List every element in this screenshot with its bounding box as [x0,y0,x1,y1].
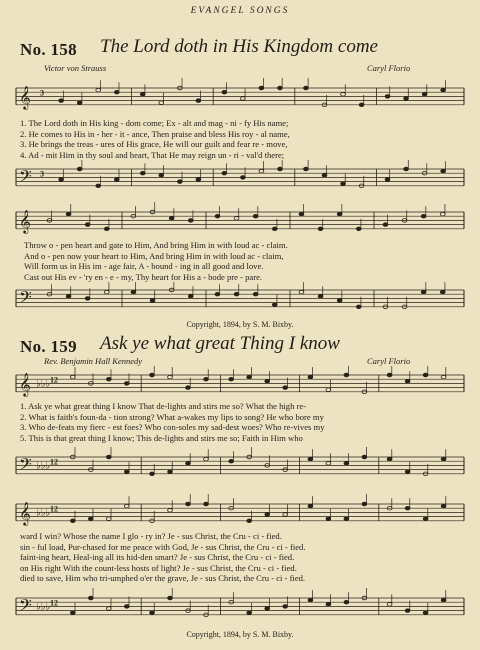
svg-text:♭♭♭: ♭♭♭ [36,507,51,519]
hymn-number: No. 159 [20,337,77,356]
verse-block [24,240,472,282]
music-credit: Caryl Florio [367,63,411,73]
verse-line: 2. He comes to His in - her - it - ance, Then praise and bless His roy - al name, [20,128,290,139]
hymn-title: The Lord doth in His Kingdom come [100,36,378,57]
running-header: EVANGEL SONGS [190,6,290,16]
words-credit: Victor von Strauss [44,63,107,73]
music-system-bass [14,586,466,626]
music-system-bass [14,282,466,314]
verse-line: Throw o - pen heart and gate to Him, And bring Him in with loud ac - claim. [24,240,288,250]
svg-text:12: 12 [50,375,58,385]
svg-text:𝄢: 𝄢 [19,453,32,478]
verse-line: died to save, Him who tri-umphed o'er the grave, Je - sus Christ, the Cru - ci - fied. [20,573,306,584]
verse-line: 3. Who de-feats my fierc - est foes? Who con-soles my sad-dest woes? Who re-vives my [20,422,325,433]
music-system-bass [14,160,466,194]
verse-line: 1. The Lord doth in His king - dom come; Ex - alt and mag - ni - fy His name; [20,118,289,128]
svg-text:𝄢: 𝄢 [19,594,32,619]
music-credit: Caryl Florio [367,356,411,366]
music-system-bass [14,446,466,484]
svg-text:𝄞: 𝄞 [19,208,31,233]
words-credit: Rev. Benjamin Hall Kennedy [44,356,143,366]
svg-text:♭♭♭: ♭♭♭ [36,460,51,472]
music-system-treble [14,366,466,400]
music-system-treble [14,202,466,238]
svg-text:12: 12 [50,504,58,514]
verse-line: 1. Ask ye what great thing I know That de-lights and stirs me so? What the high re- [20,401,307,411]
verse-line: ward I win? Whose the name I glo - ry in? Je - sus Christ, the Cru - ci - fied. [20,531,282,541]
svg-text:♭♭♭: ♭♭♭ [36,378,51,390]
svg-text:𝄢: 𝄢 [19,165,32,190]
music-system-treble [14,74,466,118]
verse-line: faint-ing heart, Heal-ing all its hid-den smart? Je - sus Christ, the Cru - ci - fied. [20,552,295,563]
hymn-number: No. 158 [20,40,77,59]
svg-text:𝄢: 𝄢 [19,286,32,311]
verse-line: 3. He brings the treas - ures of His grace, He will our guilt and fear re - move, [20,139,288,150]
verse-line: 4. Ad - mit Him in thy soul and heart, That He may reign un - ri - val'd there; [20,149,285,160]
verse-line: sin - ful load, Pur-chased for me peace with God, Je - sus Christ, the Cru - ci - fied. [20,541,306,552]
svg-text:3: 3 [40,169,44,179]
verse-line: on His right With the count-less hosts of light? Je - sus Christ, the Cru - ci - fied. [20,562,297,573]
verse-line: 2. What is faith's foun-da - tion strong? What a-wakes my lips to song? He who bore my [20,411,324,422]
verse-line: Will form us in His im - age fair, A - bound - ing in all good and love. [24,261,264,272]
svg-text:3: 3 [40,88,44,98]
svg-text:♭♭♭: ♭♭♭ [36,601,51,613]
music-system-treble [14,494,466,530]
svg-text:12: 12 [50,457,58,467]
verse-block [20,118,468,160]
svg-text:𝄞: 𝄞 [19,500,31,525]
svg-text:12: 12 [50,598,58,608]
copyright-notice: Copyright, 1894, by S. M. Bixby. [186,320,294,329]
hymn-title: Ask ye what great Thing I know [100,333,340,354]
svg-text:𝄞: 𝄞 [19,371,31,396]
verse-line: Cast out His ev - 'ry en - e - my, Thy heart for His a - bode pre - pare. [24,271,263,282]
copyright-notice: Copyright, 1894, by S. M. Bixby. [186,630,294,639]
verse-block [20,531,468,584]
svg-text:𝄞: 𝄞 [19,84,31,109]
verse-block [20,401,468,443]
verse-line: 5. This is that great thing I know; This de-lights and stirs me so; Faith in Him who [20,432,303,443]
verse-line: And o - pen now your heart to Him, And bring Him in with loud ac - claim, [24,250,284,261]
